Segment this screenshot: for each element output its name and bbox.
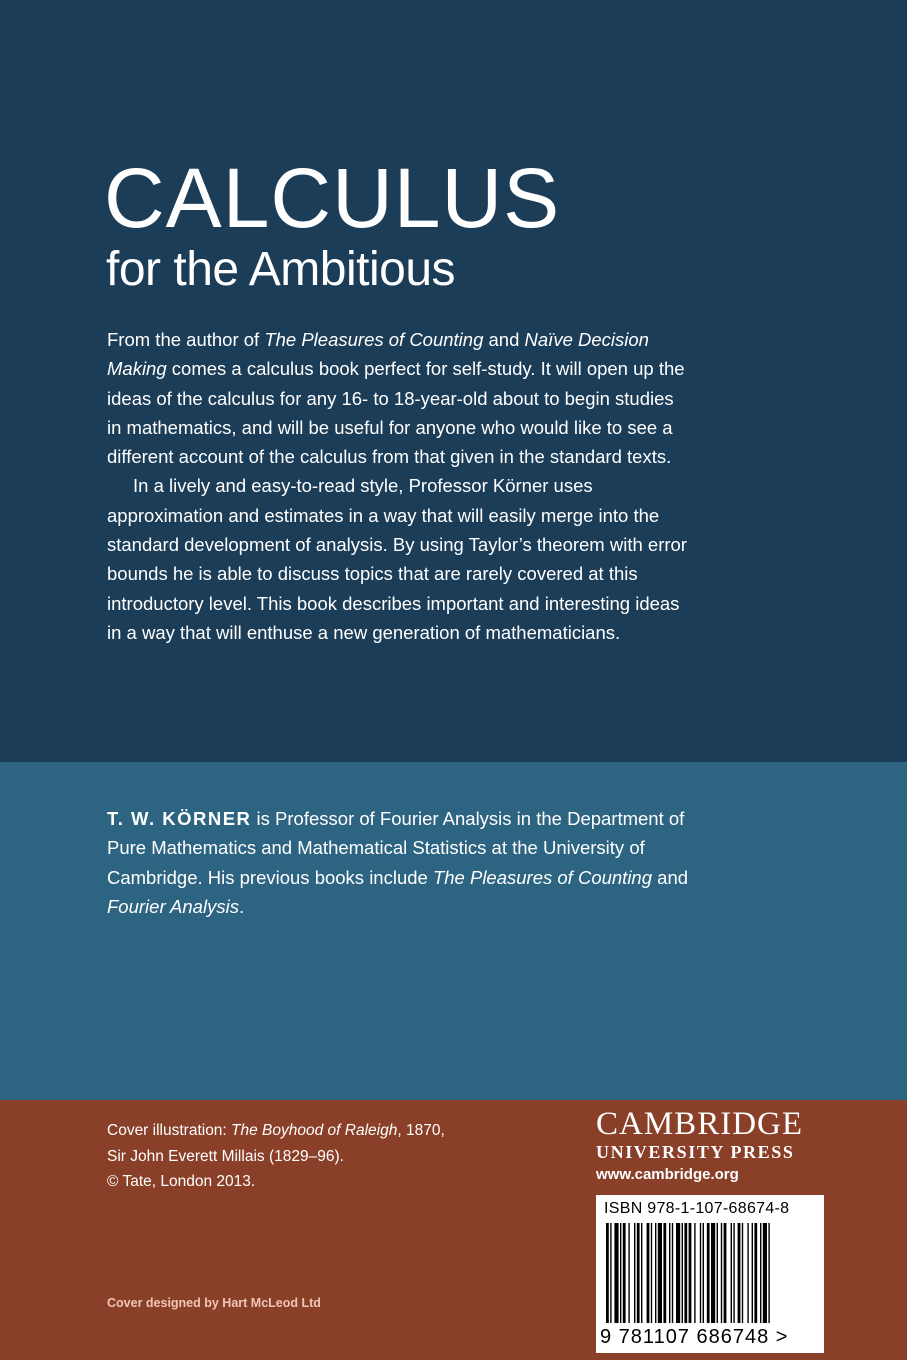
publisher-subtitle: UNIVERSITY PRESS [596,1142,795,1162]
author-bio [107,804,707,921]
barcode-bar [676,1223,680,1323]
barcode-bar [721,1223,722,1323]
blurb-book-title: Naïve Decision Making [107,329,649,380]
barcode-bar [610,1223,611,1323]
barcode-bar [707,1223,710,1323]
barcode-bar [637,1223,640,1323]
publisher-url: www.cambridge.org [596,1166,739,1183]
isbn-barcode [596,1195,824,1353]
barcode-bar [768,1223,769,1323]
book-blurb [107,325,687,647]
bio-text: . [238,895,245,917]
credit-work-title: The Boyhood of Raleigh [231,1122,398,1139]
credit-copyright: © Tate, London 2013. [107,1173,256,1190]
barcode-bar [747,1223,748,1323]
barcode-bar [742,1223,743,1323]
barcode-bar [682,1223,683,1323]
blurb-text: and [483,329,525,350]
bio-book-title: The Pleasures of Counting [432,866,653,888]
blurb-paragraph-1 [107,325,687,471]
credit-label: Cover illustration: [107,1122,232,1139]
barcode-bar [684,1223,687,1323]
barcode-bar [658,1223,662,1323]
ean-digits: 9 781107 686748 > [600,1326,789,1348]
barcode-bar [651,1223,652,1323]
barcode-bar [731,1223,732,1323]
blurb-paragraph-2: In a lively and easy-to-read style, Professor Körner uses approximation and estimates in a way that will easily merge into the standard development of analysis. By using Taylor’s theorem with error bounds he is able to discuss topics that are rarely covered at this introductory level. This book describes important and interesting ideas in a way that will enthuse a new generation of mathematicians. [107,475,687,643]
barcode-bar [623,1223,626,1323]
credit-line [107,1118,447,1169]
barcode-bar [641,1223,642,1323]
barcode-bar [717,1223,718,1323]
barcode-bars [602,1223,818,1323]
barcode-bar [689,1223,692,1323]
blurb-text: comes a calculus book perfect for self-study. It will open up the ideas of the calculus for any 16- to 18-year-old about to begin studies in mathematics, and will be useful for anyone who would like to see a different account of the calculus from that given in the standard texts. [107,358,685,468]
barcode-bar [752,1223,753,1323]
barcode-bar [620,1223,621,1323]
barcode-bar [634,1223,635,1323]
barcode-bar [703,1223,704,1323]
credit-details: , 1870, Sir John Everett Millais (1829–96). [107,1122,445,1165]
barcode-bar [663,1223,666,1323]
barcode-bar [724,1223,727,1323]
book-subtitle: for the Ambitious [106,243,456,296]
cover-illustration-credit [107,1118,447,1195]
barcode-bar [669,1223,670,1323]
barcode-bar [672,1223,673,1323]
barcode-bar [763,1223,767,1323]
blurb-book-title: The Pleasures of Counting [264,329,484,350]
barcode-bar [738,1223,741,1323]
barcode-bar [628,1223,629,1323]
publisher-name: CAMBRIDGE [596,1106,804,1142]
cover-designer-credit: Cover designed by Hart McLeod Ltd [107,1296,321,1310]
barcode-bar [614,1223,618,1323]
barcode-bar [754,1223,757,1323]
barcode-bar [694,1223,695,1323]
author-bio-paragraph [107,804,707,921]
barcode-bar [711,1223,715,1323]
publisher-logo [596,1106,824,1186]
barcode-bar [647,1223,650,1323]
bio-book-title: Fourier Analysis [107,895,239,917]
blurb-text: From the author of [107,329,265,350]
bio-text: is Professor of Fourier Analysis in the Department of Pure Mathematics and Mathematical Statistics at the University of Cambridge. His previous books include [107,808,685,888]
barcode-bar [700,1223,701,1323]
author-bio-section [0,762,907,1100]
barcode-bar [733,1223,734,1323]
barcode-bar [760,1223,761,1323]
barcode-bar [655,1223,656,1323]
book-title: CALCULUS [104,151,561,245]
author-name: T. W. KÖRNER [107,808,252,829]
isbn-number: ISBN 978-1-107-68674-8 [604,1200,790,1217]
bio-text: and [652,866,689,888]
barcode-bar [606,1223,609,1323]
imprint-section [0,1100,907,1360]
